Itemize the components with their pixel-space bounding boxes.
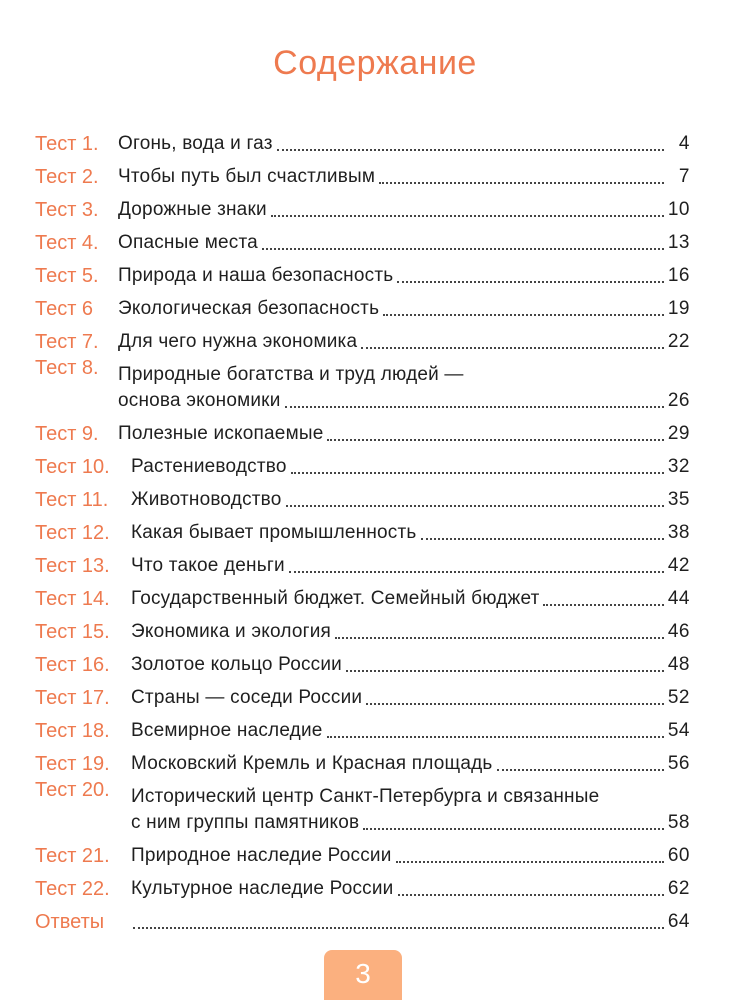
toc-entry-9[interactable] [35, 414, 690, 447]
toc-entry-3[interactable] [35, 190, 690, 223]
toc-entry-label: Тест 15. [35, 621, 110, 643]
dot-leader [379, 182, 664, 184]
toc-entry-title: Опасные места [118, 232, 258, 253]
toc-entry-6[interactable] [35, 289, 690, 322]
toc-entry-label: Тест 16. [35, 654, 110, 676]
toc-entry-label: Тест 2. [35, 166, 99, 188]
toc-entry-5[interactable] [35, 256, 690, 289]
dot-leader [291, 472, 664, 474]
toc-entry-label: Тест 17. [35, 687, 110, 709]
toc-entry-label: Тест 4. [35, 232, 99, 254]
toc-entry-title-continued: основа экономики [118, 390, 281, 411]
toc-entry-label: Тест 10. [35, 456, 110, 478]
toc-entry-page: 7 [678, 166, 690, 187]
toc-entry-page: 26 [667, 390, 690, 411]
toc-entry-title: Природное наследие России [131, 845, 392, 866]
toc-entry-label: Тест 13. [35, 555, 110, 577]
dot-leader [396, 861, 664, 863]
dot-leader [271, 215, 664, 217]
toc-entry-answers[interactable] [35, 902, 690, 935]
toc-entry-page: 58 [667, 812, 690, 833]
page-title: Содержание [273, 44, 477, 82]
toc-entry-title: Что такое деньги [131, 555, 285, 576]
toc-entry-10[interactable] [35, 447, 690, 480]
dot-leader [398, 894, 664, 896]
toc-entry-18[interactable] [35, 711, 690, 744]
dot-leader [497, 769, 664, 771]
toc-entry-title: Экологическая безопасность [118, 298, 380, 319]
toc-entry-title: Для чего нужна экономика [118, 331, 358, 352]
toc-entry-page: 13 [667, 232, 690, 253]
toc-entry-label: Тест 18. [35, 720, 110, 742]
toc-entry-label: Тест 7. [35, 331, 99, 353]
toc-entry-page: 42 [667, 555, 690, 576]
dot-leader [543, 604, 663, 606]
toc-entry-page: 60 [667, 845, 690, 866]
toc-entry-page: 16 [667, 265, 690, 286]
toc-entry-page: 44 [667, 588, 690, 609]
dot-leader [133, 927, 664, 929]
toc-entry-title-continued: с ним группы памятников [131, 812, 360, 833]
toc-entry-title: Природа и наша безопасность [118, 265, 394, 286]
dot-leader [335, 637, 664, 639]
toc-entry-19[interactable] [35, 744, 690, 777]
dot-leader [277, 149, 664, 151]
toc-entry-label: Тест 9. [35, 423, 99, 445]
toc-entry-14[interactable] [35, 579, 690, 612]
toc-entry-label: Тест 12. [35, 522, 110, 544]
dot-leader [361, 347, 664, 349]
toc-entry-16[interactable] [35, 645, 690, 678]
toc-entry-label: Тест 22. [35, 878, 110, 900]
toc-entry-title: Полезные ископаемые [118, 423, 324, 444]
page-number-badge: 3 [324, 950, 402, 1000]
toc-entry-title: Московский Кремль и Красная площадь [131, 753, 493, 774]
toc-entry-title: Культурное наследие России [131, 878, 394, 899]
toc-entry-title: Чтобы путь был счастливым [118, 166, 376, 187]
toc-entry-page: 10 [667, 199, 690, 220]
toc-entry-page: 52 [667, 687, 690, 708]
dot-leader [285, 406, 664, 408]
toc-entry-22[interactable] [35, 869, 690, 902]
dot-leader [327, 439, 663, 441]
dot-leader [262, 248, 664, 250]
toc-entry-label: Тест 8. [35, 357, 99, 379]
toc-entry-page: 19 [667, 298, 690, 319]
toc-entry-21[interactable] [35, 836, 690, 869]
toc-entry-title: Золотое кольцо России [131, 654, 342, 675]
dot-leader [346, 670, 664, 672]
dot-leader [366, 703, 664, 705]
toc-entry-page: 56 [667, 753, 690, 774]
toc-entry-label: Тест 19. [35, 753, 110, 775]
toc-entry-20[interactable] [35, 777, 690, 836]
toc-entry-page: 32 [667, 456, 690, 477]
toc-entry-label: Тест 6 [35, 298, 94, 320]
toc-entry-title: Страны — соседи России [131, 687, 363, 708]
toc-entry-title: Государственный бюджет. Семейный бюджет [131, 588, 540, 609]
toc-entry-title: Животноводство [131, 489, 282, 510]
dot-leader [421, 538, 664, 540]
toc-entry-7[interactable] [35, 322, 690, 355]
toc-entry-2[interactable] [35, 157, 690, 190]
toc-entry-11[interactable] [35, 480, 690, 513]
toc-entry-title: Огонь, вода и газ [118, 133, 273, 154]
toc-entry-title: Природные богатства и труд людей — [118, 364, 464, 385]
toc-entry-label: Тест 1. [35, 133, 99, 155]
dot-leader [289, 571, 664, 573]
toc-entry-17[interactable] [35, 678, 690, 711]
toc-entry-page: 38 [667, 522, 690, 543]
dot-leader [383, 314, 664, 316]
toc-entry-page: 35 [667, 489, 690, 510]
toc-entry-page: 46 [667, 621, 690, 642]
toc-entry-label: Тест 21. [35, 845, 110, 867]
dot-leader [327, 736, 664, 738]
toc-entry-12[interactable] [35, 513, 690, 546]
toc-entry-label: Тест 11. [35, 489, 109, 511]
toc-entry-page: 62 [667, 878, 690, 899]
toc-entry-label: Тест 14. [35, 588, 110, 610]
toc-entry-label: Тест 3. [35, 199, 99, 221]
toc-entry-13[interactable] [35, 546, 690, 579]
toc-entry-label: Тест 5. [35, 265, 99, 287]
dot-leader [397, 281, 664, 283]
toc-entry-1[interactable] [35, 124, 690, 157]
dot-leader [286, 505, 664, 507]
toc-entry-title: Всемирное наследие [131, 720, 323, 741]
toc-entry-page: 54 [667, 720, 690, 741]
toc-entry-15[interactable] [35, 612, 690, 645]
toc-entry-title: Растениеводство [131, 456, 287, 477]
toc-entry-page: 48 [667, 654, 690, 675]
table-of-contents [35, 124, 690, 935]
toc-entry-page: 29 [667, 423, 690, 444]
toc-entry-page: 64 [667, 911, 690, 932]
toc-entry-label: Тест 20. [35, 779, 110, 801]
toc-entry-4[interactable] [35, 223, 690, 256]
toc-entry-page: 22 [667, 331, 690, 352]
toc-entry-page: 4 [678, 133, 690, 154]
toc-entry-title: Экономика и экология [131, 621, 332, 642]
toc-entry-label: Ответы [35, 911, 105, 933]
toc-entry-title: Дорожные знаки [118, 199, 267, 220]
toc-entry-8[interactable] [35, 355, 690, 414]
dot-leader [363, 828, 664, 830]
toc-entry-title: Какая бывает промышленность [131, 522, 417, 543]
toc-entry-title: Исторический центр Санкт-Петербурга и связанные [131, 786, 600, 807]
